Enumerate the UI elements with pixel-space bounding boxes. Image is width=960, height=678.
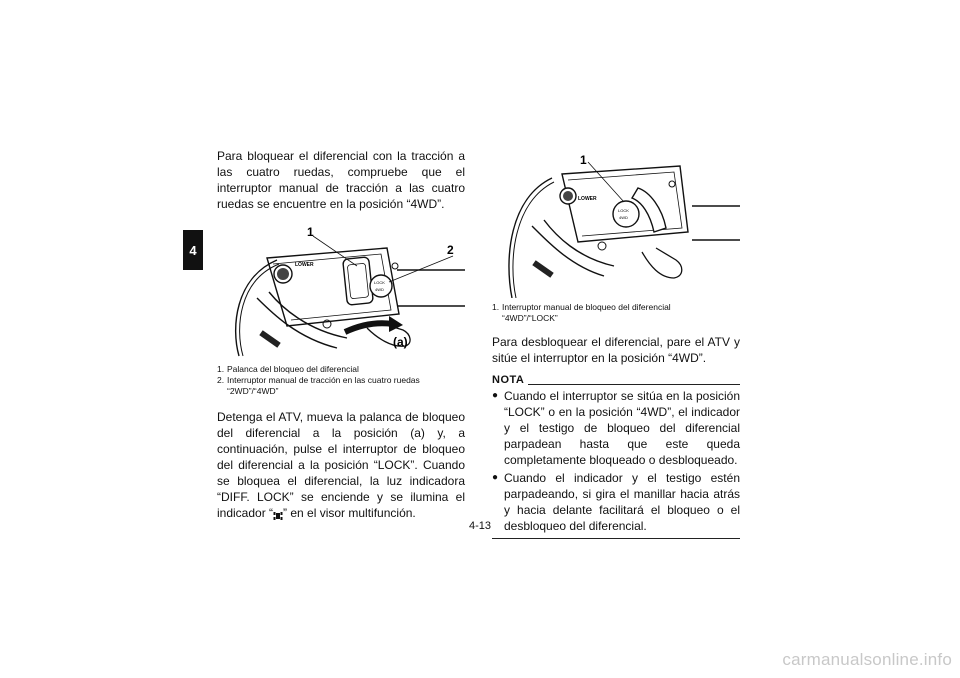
diff-lock-lever-illustration	[217, 218, 465, 358]
unlock-paragraph: Para desbloquear el diferencial, pare el ATV y sitúe el interruptor en la posición “4WD”.	[492, 335, 740, 365]
lock-label: LOCK	[618, 208, 629, 213]
left-column	[217, 148, 465, 521]
left-captions	[217, 364, 465, 397]
arrow-label-a: (a)	[393, 335, 408, 349]
bullet-icon: ●	[492, 390, 499, 401]
caption-2: 2. Interruptor manual de tracción en las cuatro ruedas “2WD”/“4WD”	[217, 375, 420, 396]
lock-label: LOCK	[374, 280, 385, 285]
lever-line-drawing	[217, 218, 465, 358]
caption-1: 1. Palanca del bloqueo del diferencial	[217, 364, 359, 374]
note-item: ● Cuando el interruptor se sitúa en la posición “LOCK” o en la posición “4WD”, el indicador y el testigo de bloqueo del diferencial parpadean hasta que este queda completamente bloqueado o desbloqueado.	[492, 389, 740, 467]
right-column	[492, 148, 740, 539]
4wd-label: 4WD	[375, 287, 384, 292]
chapter-tab: 4	[183, 230, 203, 270]
bullet-icon: ●	[492, 472, 499, 483]
intro-paragraph: Para bloquear el diferencial con la tracción a las cuatro ruedas, compruebe que el interruptor manual de tracción a las cuatro ruedas se encuentre en la posición “4WD”.	[217, 149, 465, 211]
callout-1: 1	[580, 153, 587, 167]
nota-end-rule	[492, 538, 740, 539]
lock-procedure-paragraph: Detenga el ATV, mueva la palanca de bloqueo del diferencial a la posición (a) y, a continuación, pulse el interruptor de bloqueo del diferencial a la posición “LOCK”. Cuando se bloquea el diferencial, la luz indicadora “DIFF. LOCK” se enciende y se ilumina el indicador “ ” en el visor multifunción.	[217, 410, 465, 520]
nota-heading: NOTA	[492, 374, 740, 386]
switch-line-drawing	[492, 148, 740, 298]
lower-panel-label: LOWER	[578, 196, 597, 202]
page-number: 4-13	[468, 520, 492, 532]
callout-2: 2	[447, 243, 454, 257]
lower-panel-label: LOWER	[295, 262, 314, 268]
diff-lock-indicator-icon	[273, 509, 283, 519]
callout-1: 1	[307, 225, 314, 239]
4wd-label: 4WD	[619, 215, 628, 220]
watermark: carmanualsonline.info	[782, 650, 952, 669]
note-item: ● Cuando el indicador y el testigo estén parpadeando, si gira el manillar hacia atrás y hacia delante facilitará el bloqueo o el desbloqueo del diferencial.	[492, 471, 740, 533]
right-caption: 1. Interruptor manual de bloqueo del diferencial “4WD”/“LOCK”	[492, 302, 671, 323]
diff-lock-switch-illustration	[492, 148, 740, 298]
